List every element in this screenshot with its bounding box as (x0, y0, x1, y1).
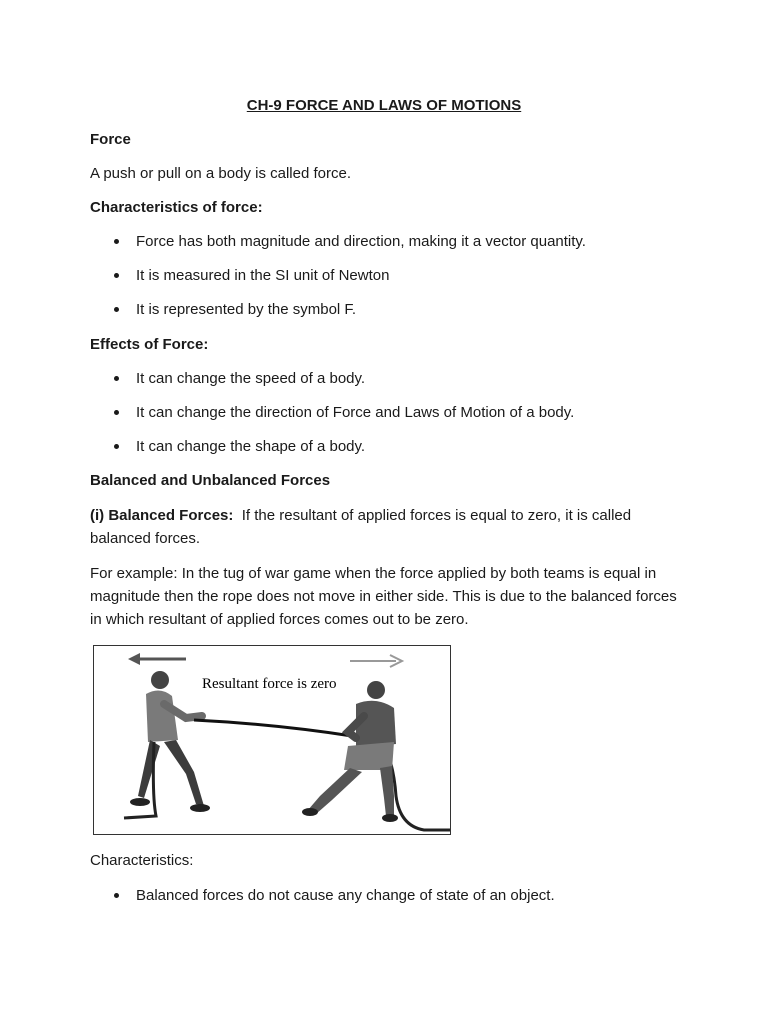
balanced-unbalanced-heading: Balanced and Unbalanced Forces (90, 472, 331, 489)
list-item: It can change the shape of a body. (90, 435, 690, 469)
list-item: It is represented by the symbol F. (90, 298, 690, 332)
page-title: CH-9 FORCE AND LAWS OF MOTIONS (246, 97, 522, 114)
force-definition: A push or pull on a body is called force. (90, 165, 351, 182)
list-item: It can change the speed of a body. (90, 367, 690, 401)
example-paragraph: For example: In the tug of war game when the force applied by both teams is equal in magnitude then the rope does not move in either side. This is due to the balanced forces in which resultant of applied forces comes out to be zero. (90, 565, 677, 628)
balanced-forces-paragraph (90, 504, 680, 550)
figure-caption: Resultant force is zero (202, 676, 337, 692)
left-person-icon (130, 671, 210, 812)
tug-of-war-illustration (94, 646, 450, 834)
tug-of-war-figure (93, 645, 451, 835)
list-item: Force has both magnitude and direction, making it a vector quantity. (90, 230, 690, 264)
left-arrow-icon (128, 653, 186, 665)
right-arrow-icon (350, 655, 402, 667)
effects-of-force-heading: Effects of Force: (90, 336, 209, 353)
characteristics-of-force-heading: Characteristics of force: (90, 199, 263, 216)
force-heading: Force (90, 131, 131, 148)
right-person-icon (302, 681, 398, 822)
characteristics-heading: Characteristics: (90, 852, 194, 869)
list-item: It is measured in the SI unit of Newton (90, 264, 690, 298)
balanced-forces-label: (i) Balanced Forces: (90, 507, 234, 524)
characteristics-of-force-list (90, 230, 690, 332)
list-item: Balanced forces do not cause any change of state of an object. (90, 884, 690, 918)
characteristics-list (90, 884, 690, 918)
balanced-forces-text: If the resultant of applied forces is equal to zero, it is called balanced forces. (90, 507, 632, 547)
list-item: It can change the direction of Force and Laws of Motion of a body. (90, 401, 690, 435)
effects-of-force-list (90, 367, 690, 469)
